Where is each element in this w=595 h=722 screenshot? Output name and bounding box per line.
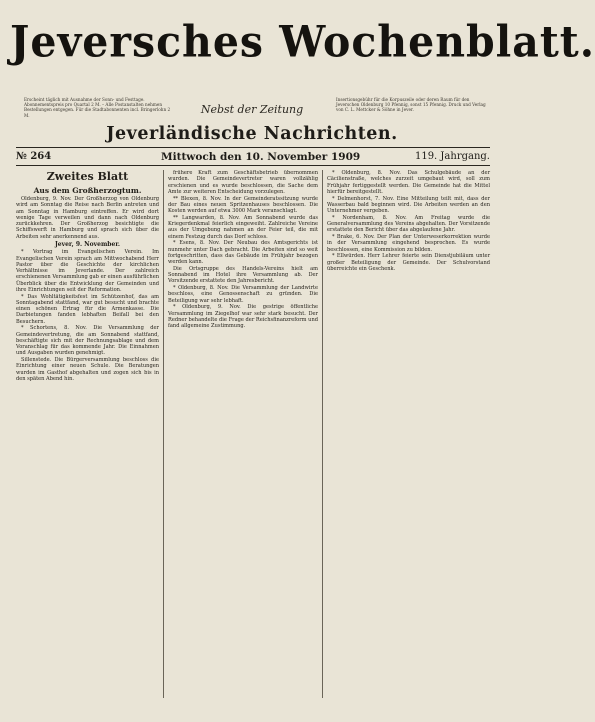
article-paragraph: Die Ortsgruppe des Handels-Vereins hielt am Sonnabend im Hotel ihre Versammlung ab. Der Vorsitzende erstattete den Jahresbericht. bbox=[168, 265, 318, 285]
advertising-info: Insertionsgebühr für die Korpuszeile oder deren Raum für den Jeverschen Oldenburg 10 Pfennig, sonst 15 Pfennig. Druck und Verlag von C. L. Mettcker & Söhne in Jever. bbox=[336, 97, 486, 113]
article-paragraph: * Esens, 8. Nov. Der Neubau des Amtsgerichts ist nunmehr unter Dach gebracht. Die Arbeiten sind so weit fortgeschritten, dass das Gebäude im Frühjahr bezogen werden kann. bbox=[168, 240, 318, 265]
column-3 bbox=[327, 170, 490, 700]
issue-year: 119. Jahrgang. bbox=[414, 151, 490, 162]
subtitle: Jeverländische Nachrichten. bbox=[106, 124, 398, 144]
article-paragraph: Oldenburg, 9. Nov. Der Großherzog von Oldenburg wird am Sonntag die Reise nach Berlin antreten und am Sonntag in Hamburg eintreffen. Er wird dort wenige Tage verweilen und dann nach Oldenburg zurückkehren. Der Großherzog besichtigte die Schiffswerft in Hamburg und sprach sich über die Arbeiten sehr anerkennend aus. bbox=[16, 196, 159, 240]
issue-bar bbox=[16, 150, 490, 164]
column-2 bbox=[168, 170, 318, 700]
supplement-note: Nebst der Zeitung bbox=[200, 103, 304, 116]
article-paragraph: * Nordenham, 8. Nov. Am Freitag wurde die Generalversammlung des Vereins abgehalten. Der Vorsitzende erstattete den Bericht über das abgelaufene Jahr. bbox=[327, 214, 490, 234]
article-paragraph: * Schortens, 8. Nov. Die Versammlung der Gemeindevertretung, die am Sonnabend stattfand, beschäftigte sich mit der Rechnungsablage und dem Voranschlag für das kommende Jahr. Die Einnahmen und Ausgaben wurden genehmigt. bbox=[16, 325, 159, 357]
article-paragraph: frühere Kraft zum Geschäftsbetrieb übernommen wurden. Die Gemeindevertreter waren vollzählig erschienen und es wurde beschlossen, die Sache dem Amte zur weiteren Entscheidung vorzulegen. bbox=[168, 170, 318, 195]
article-paragraph: * Brake, 6. Nov. Der Plan der Unterweserkorrektion wurde in der Versammlung eingehend besprochen. Es wurde beschlossen, eine Kommission zu bilden. bbox=[327, 234, 490, 253]
article-paragraph: Sillenstede. Die Bürgerversammlung beschloss die Einrichtung einer neuen Schule. Die Beratungen wurden im Gasthof abgehalten und zogen sich bis in den späten Abend hin. bbox=[16, 357, 159, 382]
masthead-title: Jeversches Wochenblatt. bbox=[10, 16, 595, 68]
rule-top bbox=[16, 147, 490, 148]
section-heading: Zweites Blatt bbox=[46, 170, 129, 183]
section-subheading: Aus dem Großherzogtum. bbox=[33, 186, 142, 195]
issue-date: Mittwoch den 10. November 1909 bbox=[161, 151, 361, 163]
article-paragraph: * Delmenhorst, 7. Nov. Eine Mitteilung teilt mit, dass der Wasserbau bald beginnen wird. Die Arbeiten werden an den Unternehmer vergeben. bbox=[327, 195, 490, 214]
article-paragraph: * Vortrag im Evangelischen Verein. Im Evangelischen Verein sprach am Mittwochabend Herr Pastor über die Geschichte der kirchlichen Verhältnisse im Jeverlande. Der zahlreich erschienenen Versammlung gab er einen ausführlichen Überblick über die Entwicklung der Gemeinden und ihre Einrichtungen seit der Reformation. bbox=[16, 249, 159, 293]
article-columns bbox=[16, 170, 490, 700]
masthead bbox=[10, 14, 595, 70]
rule-bottom bbox=[16, 165, 490, 166]
article-paragraph: * Oldenburg, 8. Nov. Das Schulgebäude an der Cäcilienstraße, welches zurzeit umgebaut wird, soll zum Frühjahr fertiggestellt werden. Die Gemeinde hat die Mittel hierfür bereitgestellt. bbox=[327, 170, 490, 195]
subscription-info: Erscheint täglich mit Ausnahme der Sonn- und Festtage. Abonnementspreis pro Quartal 2 M. – Alle Postanstalten nehmen Bestellungen entgegen. Für die Stadtabonnenten incl. Bringerlohn 2 M. bbox=[24, 97, 171, 118]
article-paragraph: * Oldenburg, 9. Nov. Die gestrige öffentliche Versammlung im Ziegelhof war sehr stark besucht. Der Redner behandelte die Frage der Reichsfinanzreform und fand allgemeine Zustimmung. bbox=[168, 304, 318, 329]
article-paragraph: * Ellwürden. Herr Lehrer feierte sein Dienstjubiläum unter großer Beteiligung der Gemeinde. Der Schulvorstand überreichte ein Geschenk. bbox=[327, 253, 490, 272]
article-paragraph: * Oldenburg, 8. Nov. Die Versammlung der Landwirte beschloss, eine Genossenschaft zu gründen. Die Beteiligung war sehr lebhaft. bbox=[168, 285, 318, 304]
issue-number: № 264 bbox=[16, 151, 52, 162]
article-paragraph: ** Blexen, 8. Nov. In der Gemeinderatssitzung wurde der Bau eines neuen Spritzenhauses beschlossen. Die Kosten werden auf etwa 3000 Mark veranschlagt. bbox=[168, 195, 318, 214]
article-paragraph: ** Langwarden, 8. Nov. Am Sonnabend wurde das Kriegerdenkmal feierlich eingeweiht. Zahlreiche Vereine aus der Umgebung nahmen an der Feier teil, die mit einem Festzug durch das Dorf schloss. bbox=[168, 214, 318, 240]
article-paragraph: * Das Wohltätigkeitsfest im Schützenhof, das am Sonntagabend stattfand, war gut besucht und brachte einen schönen Ertrag für die Armenkasse. Die Darbietungen fanden lebhaften Beifall bei den Besuchern. bbox=[16, 293, 159, 325]
column-1 bbox=[16, 170, 159, 700]
dateline: Jever, 9. November. bbox=[54, 241, 121, 249]
